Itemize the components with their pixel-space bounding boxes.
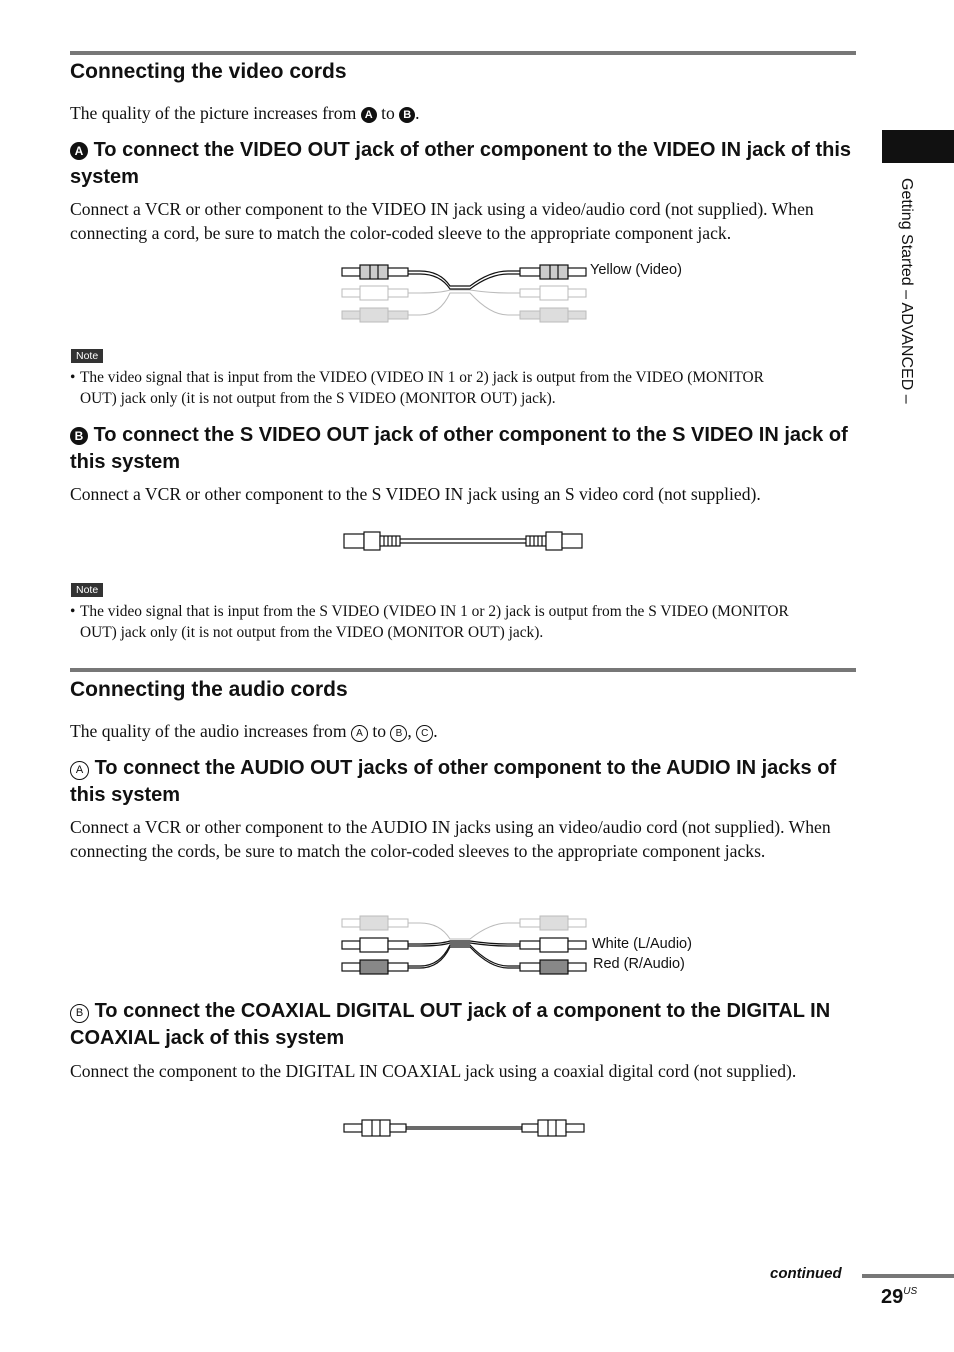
badge-c: C [416,725,433,742]
audio-b-heading: B To connect the COAXIAL DIGITAL OUT jack of a component to the DIGITAL IN COAXIAL jack of this system [70,1000,831,1049]
video-intro: The quality of the picture increases from A to B . [70,103,420,123]
badge-a: A [70,761,89,780]
video-cord-illustration [340,262,590,326]
audio-a-heading: A To connect the AUDIO OUT jacks of other component to the AUDIO IN jacks of this system [70,757,837,806]
audio-cord-illustration [340,913,590,977]
audio-intro: The quality of the audio increases from A to B , C . [70,721,438,741]
video-a-body: Connect a VCR or other component to the VIDEO IN jack using a video/audio cord (not supplied). When connecting a cord, be sure to match the color-coded sleeve to the appropriate component jack. [70,199,814,243]
section-rule-video [70,51,856,55]
coaxial-cord-illustration [342,1117,586,1139]
audio-section-title: Connecting the audio cords [70,678,348,701]
video-b-heading: B To connect the S VIDEO OUT jack of other component to the S VIDEO IN jack of this system [70,424,848,473]
video-b-note: • The video signal that is input from the S VIDEO (VIDEO IN 1 or 2) jack is output from the S VIDEO (MONITOR OUT) jack only (it is not output from the VIDEO (MONITOR OUT) jack). [70,603,789,641]
continued-rule [862,1274,954,1278]
continued-label: continued [770,1265,842,1282]
badge-a: A [361,107,377,123]
video-section-title: Connecting the video cords [70,60,347,83]
badge-b: B [70,1004,89,1023]
note-tag: Note [71,349,103,363]
sidebar-section-label: Getting Started – ADVANCED – [898,178,915,404]
video-b-body: Connect a VCR or other component to the S VIDEO IN jack using an S video cord (not supplied). [70,484,761,504]
badge-a: A [70,142,88,160]
cord-label-red: Red (R/Audio) [593,956,685,972]
badge-b: B [390,725,407,742]
note-tag: Note [71,583,103,597]
s-video-cord-illustration [342,530,586,552]
section-rule-audio [70,668,856,672]
cord-label-yellow: Yellow (Video) [590,262,682,278]
badge-a: A [351,725,368,742]
badge-b: B [399,107,415,123]
audio-b-body: Connect the component to the DIGITAL IN COAXIAL jack using a coaxial digital cord (not supplied). [70,1061,797,1081]
sidebar-tab-block [882,130,954,163]
page-number: $29^{US}$ [881,1286,918,1308]
video-a-heading: A To connect the VIDEO OUT jack of other component to the VIDEO IN jack of this system [70,139,852,188]
video-a-note: • The video signal that is input from the VIDEO (VIDEO IN 1 or 2) jack is output from the VIDEO (MONITOR OUT) jack only (it is not output from the S VIDEO (MONITOR OUT) jack). [70,369,764,407]
audio-a-body: Connect a VCR or other component to the AUDIO IN jacks using an video/audio cord (not supplied). When connecting the cords, be sure to match the color-coded sleeves to the appropriate component jacks. [70,817,831,861]
badge-b: B [70,427,88,445]
cord-label-white: White (L/Audio) [592,936,692,952]
